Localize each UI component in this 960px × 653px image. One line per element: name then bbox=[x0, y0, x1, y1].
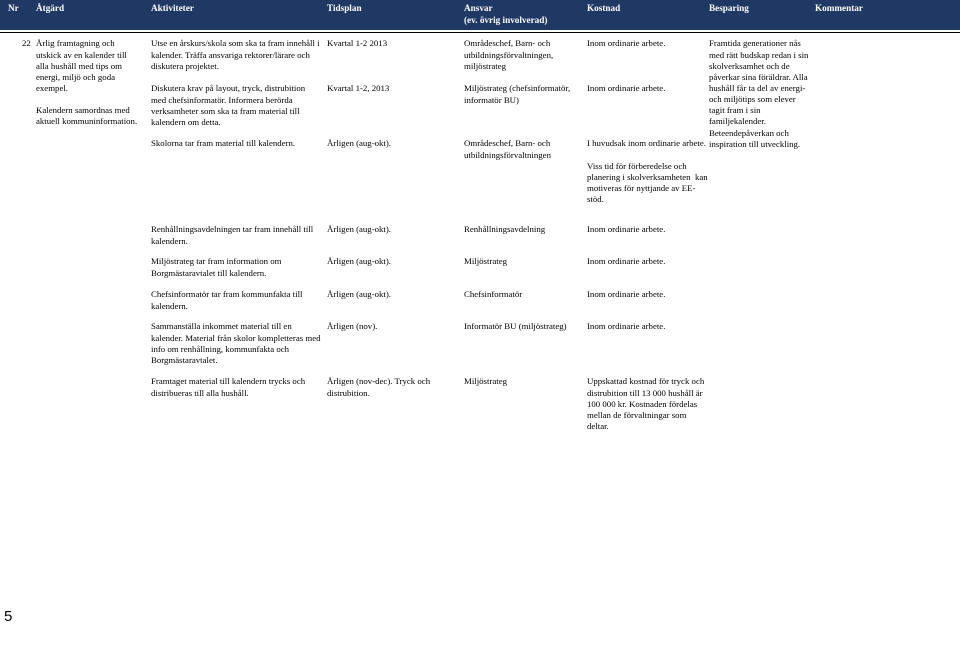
ansvar-cell: Områdeschef, Barn- och utbildningsförvaltningen, miljöstrateg bbox=[464, 38, 554, 71]
header-kostnad: Kostnad bbox=[587, 3, 621, 13]
header-nr: Nr bbox=[8, 3, 19, 13]
ansvar-cell: Områdeschef, Barn- och utbildningsförvaltningen bbox=[464, 138, 551, 160]
tidsplan-cell: Årligen (aug-okt). bbox=[327, 224, 392, 235]
header-atgard: Åtgärd bbox=[36, 3, 65, 13]
row-number: 22 bbox=[22, 38, 31, 49]
tidsplan-cell: Årligen (aug-okt). bbox=[327, 256, 392, 267]
aktivitet-cell: Framtaget material till kalendern trycks och distribueras till alla hushåll. bbox=[151, 376, 306, 398]
ansvar-cell: Miljöstrateg (chefsinformatör, informatör BU) bbox=[464, 83, 571, 105]
tidsplan-cell: Årligen (aug-okt). bbox=[327, 138, 392, 149]
header-kommentar: Kommentar bbox=[815, 3, 863, 13]
besparing-cell: Framtida generationer nås med rätt budskap redan i sin skolverksamhet och de påverkar sina föräldrar. Alla hushåll får ta del av energi- och miljötips som elever tagit fram i sin familjekalender. Beteendepåverkan och inspiration till utveckling. bbox=[709, 38, 809, 149]
header-aktiviteter: Aktiviteter bbox=[151, 3, 194, 13]
tidsplan-cell: Årligen (nov). bbox=[327, 321, 378, 332]
kostnad-cell: I huvudsak inom ordinarie arbete. Viss tid för förberedelse och planering i skolverksamheten kan motiveras för nyttjande av EE- stöd. bbox=[587, 138, 708, 205]
tidsplan-cell: Årligen (nov-dec). Tryck och distrubition. bbox=[327, 376, 431, 398]
kostnad-cell: Uppskattad kostnad för tryck och distrubition till 13 000 hushåll är 100 000 kr. Kostnaden fördelas mellan de förvaltningar som deltar. bbox=[587, 376, 705, 432]
header-ansvar: Ansvar bbox=[464, 3, 493, 13]
header-besparing: Besparing bbox=[709, 3, 749, 13]
kostnad-cell: Inom ordinarie arbete. bbox=[587, 256, 666, 267]
tidsplan-cell: Kvartal 1-2, 2013 bbox=[327, 83, 390, 94]
table-header bbox=[0, 0, 960, 30]
ansvar-cell: Informatör BU (miljöstrateg) bbox=[464, 321, 567, 332]
header-tidsplan: Tidsplan bbox=[327, 3, 362, 13]
header-ansvar-sub: (ev. övrig involverad) bbox=[464, 14, 548, 25]
kostnad-cell: Inom ordinarie arbete. bbox=[587, 321, 666, 332]
aktivitet-cell: Skolorna tar fram material till kalendern. bbox=[151, 138, 296, 149]
aktivitet-cell: Utse en årskurs/skola som ska ta fram innehåll i kalender. Träffa ansvariga rektorer/lärare och diskutera projektet. bbox=[151, 38, 320, 71]
ansvar-cell: Miljöstrateg bbox=[464, 376, 508, 387]
aktivitet-cell: Renhållningsavdelningen tar fram innehåll till kalendern. bbox=[151, 224, 314, 246]
aktivitet-cell: Miljöstrateg tar fram information om Borgmästaravtalet till kalendern. bbox=[151, 256, 282, 278]
ansvar-cell: Miljöstrateg bbox=[464, 256, 508, 267]
kostnad-cell: Inom ordinarie arbete. bbox=[587, 83, 666, 94]
aktivitet-cell: Diskutera krav på layout, tryck, distrubition med chefsinformatör. Informera berörda verksamheter som ska ta fram material till kalendern om detta. bbox=[151, 83, 306, 127]
ansvar-cell: Chefsinformatör bbox=[464, 289, 523, 300]
kostnad-cell: Inom ordinarie arbete. bbox=[587, 224, 666, 235]
tidsplan-cell: Årligen (aug-okt). bbox=[327, 289, 392, 300]
aktivitet-cell: Chefsinformatör tar fram kommunfakta till kalendern. bbox=[151, 289, 303, 311]
aktivitet-cell: Sammanställa inkommet material till en kalender. Material från skolor kompletteras med info om renhållning, kommunfakta och Borgmästaravtalet. bbox=[151, 321, 321, 365]
kostnad-cell: Inom ordinarie arbete. bbox=[587, 289, 666, 300]
header-divider bbox=[0, 32, 960, 33]
ansvar-cell: Renhållningsavdelning bbox=[464, 224, 546, 235]
tidsplan-cell: Kvartal 1-2 2013 bbox=[327, 38, 388, 49]
kostnad-cell: Inom ordinarie arbete. bbox=[587, 38, 666, 49]
atgard-cell: Årlig framtagning och utskick av en kalender till alla hushåll med tips om energi, miljö och goda exempel. Kalendern samordnas med aktuell kommuninformation. bbox=[36, 38, 138, 127]
page-number: 5 bbox=[4, 608, 13, 625]
